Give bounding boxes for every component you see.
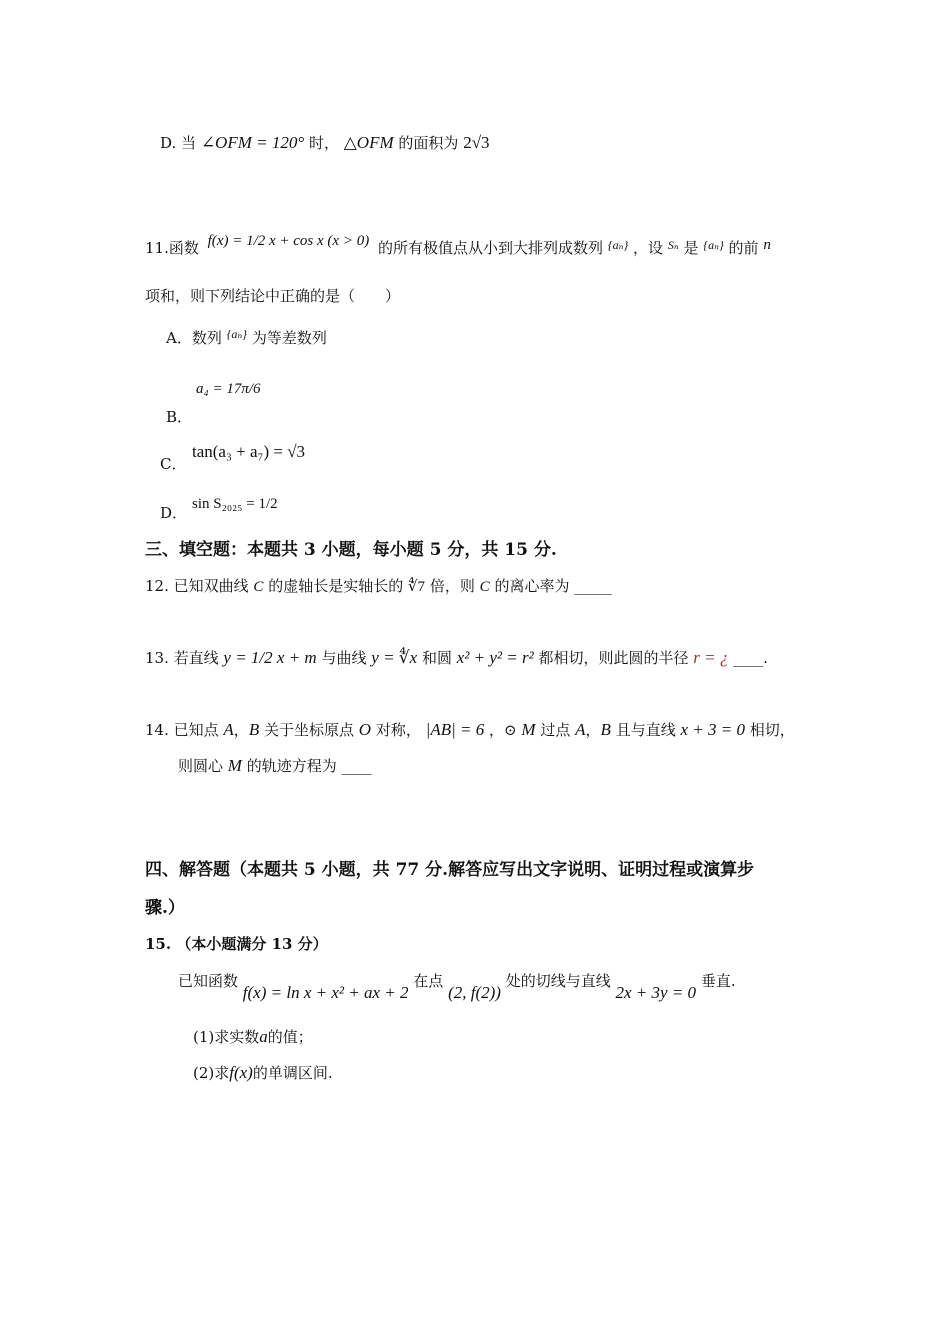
- q14-b: B: [248, 720, 260, 739]
- q15-part1-text: (1)求实数: [193, 1028, 260, 1046]
- q11-seq: {aₙ}: [607, 238, 629, 252]
- q11-option-b: [166, 408, 192, 426]
- q14-ab: |AB| = 6: [425, 720, 485, 739]
- q11-text1: 的所有极值点从小到大排列成数列: [377, 239, 603, 257]
- q14-text4: ，⊙: [489, 721, 517, 739]
- q15-title: 15. （本小题满分 13 分）: [145, 935, 328, 953]
- q14-blank: ____: [341, 757, 372, 775]
- q11-line1: [145, 232, 771, 257]
- q13-blank: ____.: [733, 649, 768, 667]
- q12-text4: 的离心率为: [494, 577, 570, 595]
- q14-a: A: [223, 720, 234, 739]
- q15-part1: [193, 1027, 313, 1047]
- q11-line2: 项和，则下列结论中正确的是（ ）: [145, 287, 401, 305]
- q13-text3: 和圆: [421, 649, 452, 667]
- q10-option-d-triangle: △OFM: [343, 133, 394, 152]
- q11-option-a-seq: {aₙ}: [226, 327, 248, 341]
- q15-point: (2, f(2)): [448, 983, 501, 1002]
- q13-text1: 13. 若直线: [145, 649, 219, 667]
- q11-option-c: [160, 455, 186, 473]
- q14-a-2: A: [575, 720, 586, 739]
- q11-option-a: [166, 327, 327, 347]
- q11-text3: 是: [683, 239, 699, 257]
- q11-option-c-label: C．: [160, 455, 187, 473]
- q11-text2: ，设: [633, 239, 664, 257]
- q11-option-a-text: 为等差数列: [251, 329, 327, 347]
- q13-curve: y = ∜x: [371, 648, 418, 667]
- q13-line: y = 1/2 x + m: [223, 648, 317, 667]
- q12: [145, 577, 612, 596]
- q14-text3: 对称，: [375, 721, 421, 739]
- q14-text7: 相切，: [749, 721, 795, 739]
- q11-number: 11.函数: [145, 239, 199, 257]
- q10-option-d: [160, 133, 490, 153]
- q14-m-2: M: [227, 756, 242, 775]
- q15-lineeq: 2x + 3y = 0: [615, 983, 697, 1002]
- q15-part2: [193, 1063, 333, 1083]
- q14-text2: 关于坐标原点: [263, 721, 354, 739]
- q11-option-b-label: B．: [166, 408, 193, 426]
- q11-function: f(x) = 1/2 x + cos x (x > 0): [207, 233, 370, 249]
- q10-option-d-value: 2√3: [463, 133, 490, 152]
- q10-option-d-label: D. 当: [160, 134, 197, 152]
- q12-text2: 的虚轴长是实轴长的: [268, 577, 404, 595]
- q14-b-2: B: [600, 720, 611, 739]
- q15-text2: 在点: [413, 972, 444, 990]
- q11-option-d-label: D．: [160, 504, 188, 522]
- q11-sum: Sₙ: [667, 238, 679, 252]
- q11-option-d: [160, 504, 187, 522]
- q14-line2-2: 的轨迹方程为: [246, 757, 337, 775]
- q11-n: n: [763, 237, 771, 253]
- q14-line1: 14. 已知点 A，B 关于坐标原点 O 对称， |AB| = 6 ，⊙ M 过点 A，B 且与直线 x + 3 = 0 相切，: [145, 720, 795, 739]
- q14-text1: 14. 已知点: [145, 721, 219, 739]
- q10-option-d-mid: 时，: [308, 134, 339, 152]
- q12-blank: _____: [574, 577, 612, 595]
- q13-r: r = ¿: [693, 648, 729, 667]
- q11-option-b-math: a₄ = 17π/6: [196, 381, 261, 397]
- q12-c-2: C: [479, 579, 490, 595]
- q11-text4: 的前: [728, 239, 759, 257]
- q15-text3: 处的切线与直线: [505, 972, 611, 990]
- q15-function: f(x) = ln x + x² + ax + 2: [242, 983, 409, 1002]
- q13-text4: 都相切，则此圆的半径: [538, 649, 689, 667]
- q15-part2-f: f(x): [229, 1063, 253, 1082]
- q13: [145, 648, 768, 668]
- q15-part1-end: 的值；: [267, 1028, 313, 1046]
- section4-heading-line1: 四、解答题（本题共 5 小题，共 77 分.解答应写出文字说明、证明过程或演算步: [145, 860, 755, 880]
- q14-line2: [178, 756, 372, 776]
- q11-option-c-math: tan(a₃ + a₇) = √3: [192, 442, 306, 461]
- q12-text3: 倍，则: [429, 577, 475, 595]
- q12-text1: 12. 已知双曲线: [145, 577, 249, 595]
- q15-text4: 垂直.: [700, 972, 736, 990]
- q11-option-d-math: sin S₂₀₂₅ = 1/2: [192, 496, 278, 512]
- q12-c: C: [253, 579, 264, 595]
- q14-text5: 过点: [540, 721, 571, 739]
- q14-o: O: [358, 720, 372, 739]
- q13-text2: 与曲线: [321, 649, 367, 667]
- q14-m: M: [521, 720, 536, 739]
- section3-heading: 三、填空题：本题共 3 小题，每小题 5 分，共 15 分.: [145, 540, 557, 560]
- q13-circle: x² + y² = r²: [456, 648, 534, 667]
- q14-line2-1: 则圆心: [178, 757, 224, 775]
- q15-part2-text: (2)求: [193, 1064, 230, 1082]
- q11-option-a-label: A．数列: [166, 329, 222, 347]
- q10-option-d-text: 的面积为: [398, 134, 459, 152]
- q15-part2-end: 的单调区间.: [252, 1064, 333, 1082]
- q15-part1-a: a: [259, 1027, 268, 1046]
- q11-seq-2: {aₙ}: [703, 238, 724, 252]
- q15-stem: [178, 972, 736, 1003]
- section4-heading-line2: 骤.）: [145, 898, 185, 918]
- q15-text1: 已知函数: [178, 972, 239, 990]
- q12-root: ∜7: [408, 579, 426, 595]
- q14-text6: 且与直线: [615, 721, 676, 739]
- q10-option-d-angle: ∠OFM = 120°: [200, 133, 305, 152]
- q14-lineeq: x + 3 = 0: [680, 720, 745, 739]
